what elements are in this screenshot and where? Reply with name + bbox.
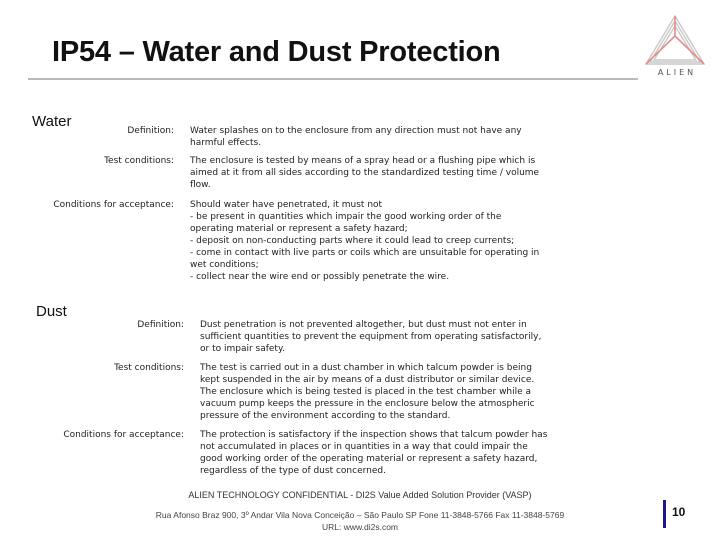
footer-contact [0,509,720,533]
page-number: 10 [672,505,686,519]
dust-heading: Dust [36,303,67,320]
footer-confidential: ALIEN TECHNOLOGY CONFIDENTIAL - DI2S Value Added Solution Provider (VASP) [188,490,532,500]
dust-definition-text: Dust penetration is not prevented altogether, but dust must not enter in sufficient quantities to prevent the equipment from operating satisfactorily, or to impair safety. [200,320,542,354]
water-test-conditions-label: Test conditions: [104,156,174,166]
dust-test-conditions-label: Test conditions: [114,363,184,373]
dust-test-conditions-text: The test is carried out in a dust chamber in which talcum powder is being kept suspended in the air by means of a dust distributor or similar device. The enclosure which is being tested is placed in the test chamber while a vacuum pump keeps the pressure in the enclosure below the atmospheric pressure of the environment according to the standard. [200,363,535,421]
dust-acceptance-label: Conditions for acceptance: [63,430,184,440]
water-definition-label: Definition: [127,126,174,136]
slide-title: IP54 – Water and Dust Protection [52,36,501,68]
water-heading: Water [32,113,72,130]
title-divider [28,78,638,80]
alien-logo-text: ALIEN [657,68,697,77]
water-acceptance-text: Should water have penetrated, it must not - be present in quantities which impair the good working order of the operating material or represent a safety hazard; - deposit on non-conducting parts where it could lead to creep currents; - come in contact with live parts or coils which are unsuitable for operating in wet conditions; - collect near the wire end or possibly penetrate the wire. [190,200,540,282]
page-number-bar [663,500,666,528]
footer-address: Rua Afonso Braz 900, 3º Andar Vila Nova Conceição – São Paulo SP Fone 11-3848-5766 Fax 11-3848-5769 [155,510,565,520]
dust-acceptance-text: The protection is satisfactory if the inspection shows that talcum powder has not accumulated in places or in quantities in a way that could impair the good working order of the operating material or represent a safety hazard, regardless of the type of dust concerned. [200,430,548,476]
water-test-conditions-text: The enclosure is tested by means of a spray head or a flushing pipe which is aimed at it from all sides according to the standardized testing time / volume flow. [190,156,540,190]
water-acceptance-label: Conditions for acceptance: [53,200,174,210]
water-definition-text: Water splashes on to the enclosure from any direction must not have any harmful effects. [190,126,522,148]
footer-url: URL: www.di2s.com [321,522,399,532]
dust-definition-label: Definition: [137,320,184,330]
